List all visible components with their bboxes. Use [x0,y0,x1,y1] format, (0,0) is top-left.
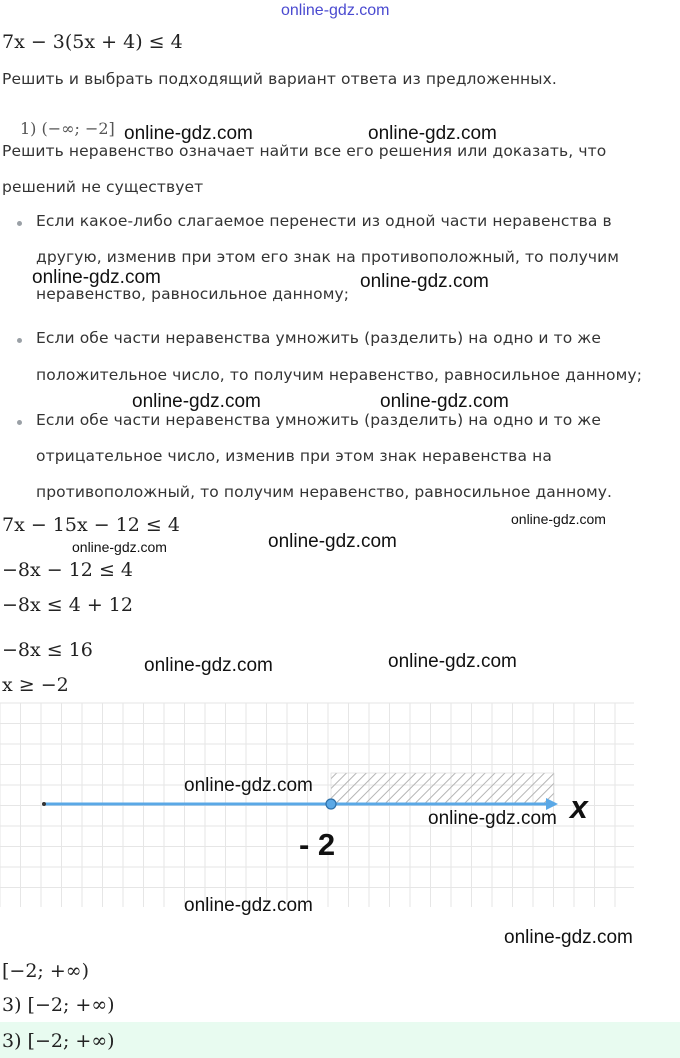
rule-3-line2: отрицательное число, изменив при этом знак неравенства на [36,447,553,465]
watermark: online-gdz.com [511,511,606,527]
final-answer: 3) [−2; +∞) [2,1030,115,1052]
rule-3-line3: противоположный, то получим неравенство, равносильное данному. [36,483,613,501]
rule-2-line1: Если обе части неравенства умножить (разделить) на одно и то же [36,329,602,347]
rule-1-line1: Если какое-либо слагаемое перенести из одной части неравенства в [36,212,612,230]
point-label: - 2 [299,827,336,862]
watermark: online-gdz.com [132,391,261,412]
step-3: −8x ≤ 4 + 12 [2,594,133,616]
watermark: online-gdz.com [428,808,557,829]
number-line-graph [0,703,636,908]
point-minus-two [326,799,336,809]
watermark: online-gdz.com [388,651,517,672]
rule-1-line3: неравенство, равносильное данному; [36,285,350,303]
step-4: −8x ≤ 16 [2,639,93,661]
watermark: online-gdz.com [368,123,497,144]
step-5: x ≥ −2 [2,674,69,696]
watermark: online-gdz.com [268,531,397,552]
rule-3-line1: Если обе части неравенства умножить (разделить) на одно и то же [36,411,602,429]
theory-intro-line1: Решить неравенство означает найти все его решения или доказать, что [2,142,607,160]
solution-hatch [331,773,554,803]
problem-instruction: Решить и выбрать подходящий вариант ответа из предложенных. [2,70,557,88]
rule-2-line2: положительное число, то получим неравенство, равносильное данному; [36,366,643,384]
theory-intro-line2: решений не существует [2,178,204,196]
problem-inequality: 7x − 3(5x + 4) ≤ 4 [2,31,183,53]
cut-off-option: 1) (−∞; −2] [20,119,115,138]
watermark: online-gdz.com [504,927,633,948]
watermark: online-gdz.com [72,539,167,555]
watermark: online-gdz.com [281,2,390,19]
bullet-icon [17,221,22,226]
watermark: online-gdz.com [124,123,253,144]
watermark: online-gdz.com [184,775,313,796]
step-2: −8x − 12 ≤ 4 [2,559,133,581]
rule-1-line2: другую, изменив при этом его знак на противоположный, то получим [36,248,620,266]
watermark: online-gdz.com [380,391,509,412]
answer-interval: [−2; +∞) [2,960,90,982]
watermark: online-gdz.com [184,895,313,916]
step-1: 7x − 15x − 12 ≤ 4 [2,514,180,536]
watermark: online-gdz.com [32,267,161,288]
answer-option: 3) [−2; +∞) [2,994,115,1016]
watermark: online-gdz.com [144,655,273,676]
axis-start-dot [42,802,46,806]
bullet-icon [17,338,22,343]
axis-label: x [570,789,588,825]
bullet-icon [17,420,22,425]
watermark: online-gdz.com [360,271,489,292]
